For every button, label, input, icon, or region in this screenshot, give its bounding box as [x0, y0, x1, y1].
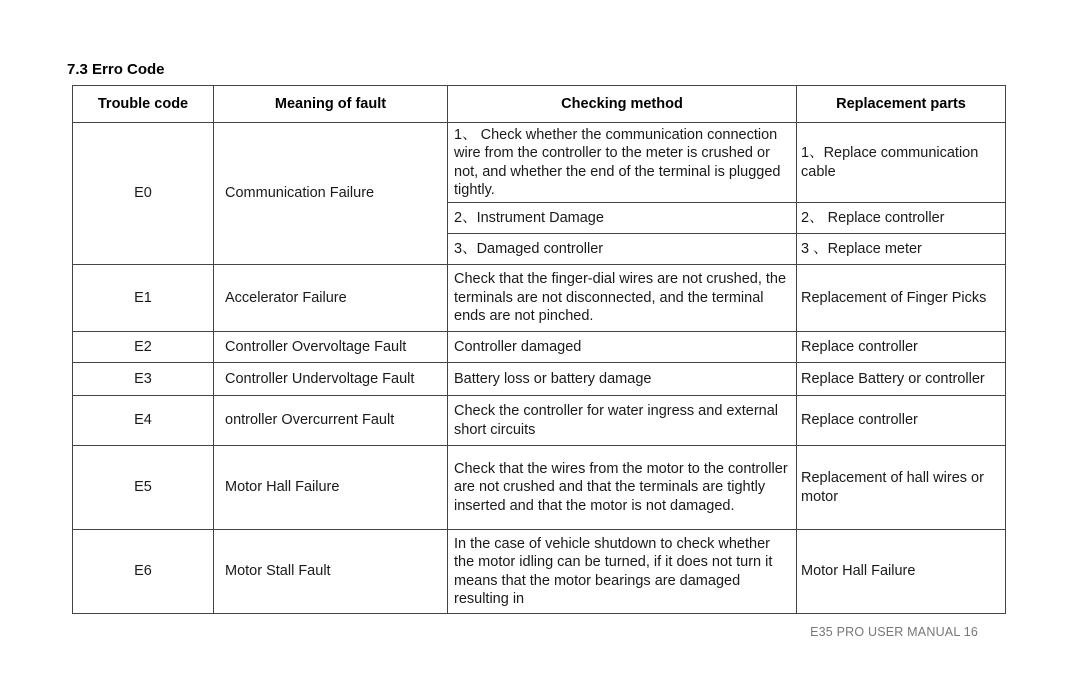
replacement-part-cell: Motor Hall Failure — [797, 530, 1006, 614]
meaning-cell: Motor Hall Failure — [214, 446, 448, 530]
checking-method-cell: 1、 Check whether the communication connection wire from the controller to the meter is crushed or not, and whether the end of the terminal is plugged tightly. — [448, 123, 797, 203]
table-row — [73, 123, 1006, 203]
table-row — [73, 530, 1006, 614]
replacement-part-cell: Replace controller — [797, 332, 1006, 363]
checking-method-cell: In the case of vehicle shutdown to check whether the motor idling can be turned, if it does not turn it means that the motor bearings are damaged resulting in — [448, 530, 797, 614]
meaning-cell: Accelerator Failure — [214, 265, 448, 332]
meaning-cell: ontroller Overcurrent Fault — [214, 396, 448, 446]
trouble-code-cell: E4 — [73, 396, 214, 446]
table-row — [73, 265, 1006, 332]
meaning-cell: Communication Failure — [214, 123, 448, 265]
replacement-part-cell: 3 、Replace meter — [797, 234, 1006, 265]
error-code-table — [72, 85, 1006, 614]
replacement-part-cell: Replacement of hall wires or motor — [797, 446, 1006, 530]
table-row — [73, 396, 1006, 446]
page-footer: E35 PRO USER MANUAL 16 — [810, 625, 978, 639]
checking-method-cell: Check the controller for water ingress and external short circuits — [448, 396, 797, 446]
trouble-code-cell: E0 — [73, 123, 214, 265]
section-title: 7.3 Erro Code — [67, 61, 165, 78]
replacement-part-cell: 2、 Replace controller — [797, 203, 1006, 234]
checking-method-cell: Controller damaged — [448, 332, 797, 363]
trouble-code-cell: E3 — [73, 363, 214, 396]
table-header-row — [73, 86, 1006, 123]
table-row — [73, 363, 1006, 396]
meaning-cell: Motor Stall Fault — [214, 530, 448, 614]
replacement-part-cell: Replace Battery or controller — [797, 363, 1006, 396]
checking-method-cell: Check that the finger-dial wires are not crushed, the terminals are not disconnected, and the terminal ends are not pinched. — [448, 265, 797, 332]
checking-method-cell: Check that the wires from the motor to the controller are not crushed and that the terminals are tightly inserted and that the motor is not damaged. — [448, 446, 797, 530]
header-trouble-code: Trouble code — [73, 86, 214, 123]
checking-method-cell: Battery loss or battery damage — [448, 363, 797, 396]
trouble-code-cell: E1 — [73, 265, 214, 332]
header-replacement-parts: Replacement parts — [797, 86, 1006, 123]
header-meaning-of-fault: Meaning of fault — [214, 86, 448, 123]
table-row — [73, 332, 1006, 363]
trouble-code-cell: E2 — [73, 332, 214, 363]
checking-method-cell: 2、Instrument Damage — [448, 203, 797, 234]
meaning-cell: Controller Undervoltage Fault — [214, 363, 448, 396]
meaning-cell: Controller Overvoltage Fault — [214, 332, 448, 363]
checking-method-cell: 3、Damaged controller — [448, 234, 797, 265]
trouble-code-cell: E5 — [73, 446, 214, 530]
table-row — [73, 446, 1006, 530]
replacement-part-cell: Replacement of Finger Picks — [797, 265, 1006, 332]
replacement-part-cell: Replace controller — [797, 396, 1006, 446]
trouble-code-cell: E6 — [73, 530, 214, 614]
header-checking-method: Checking method — [448, 86, 797, 123]
replacement-part-cell: 1、Replace communication cable — [797, 123, 1006, 203]
